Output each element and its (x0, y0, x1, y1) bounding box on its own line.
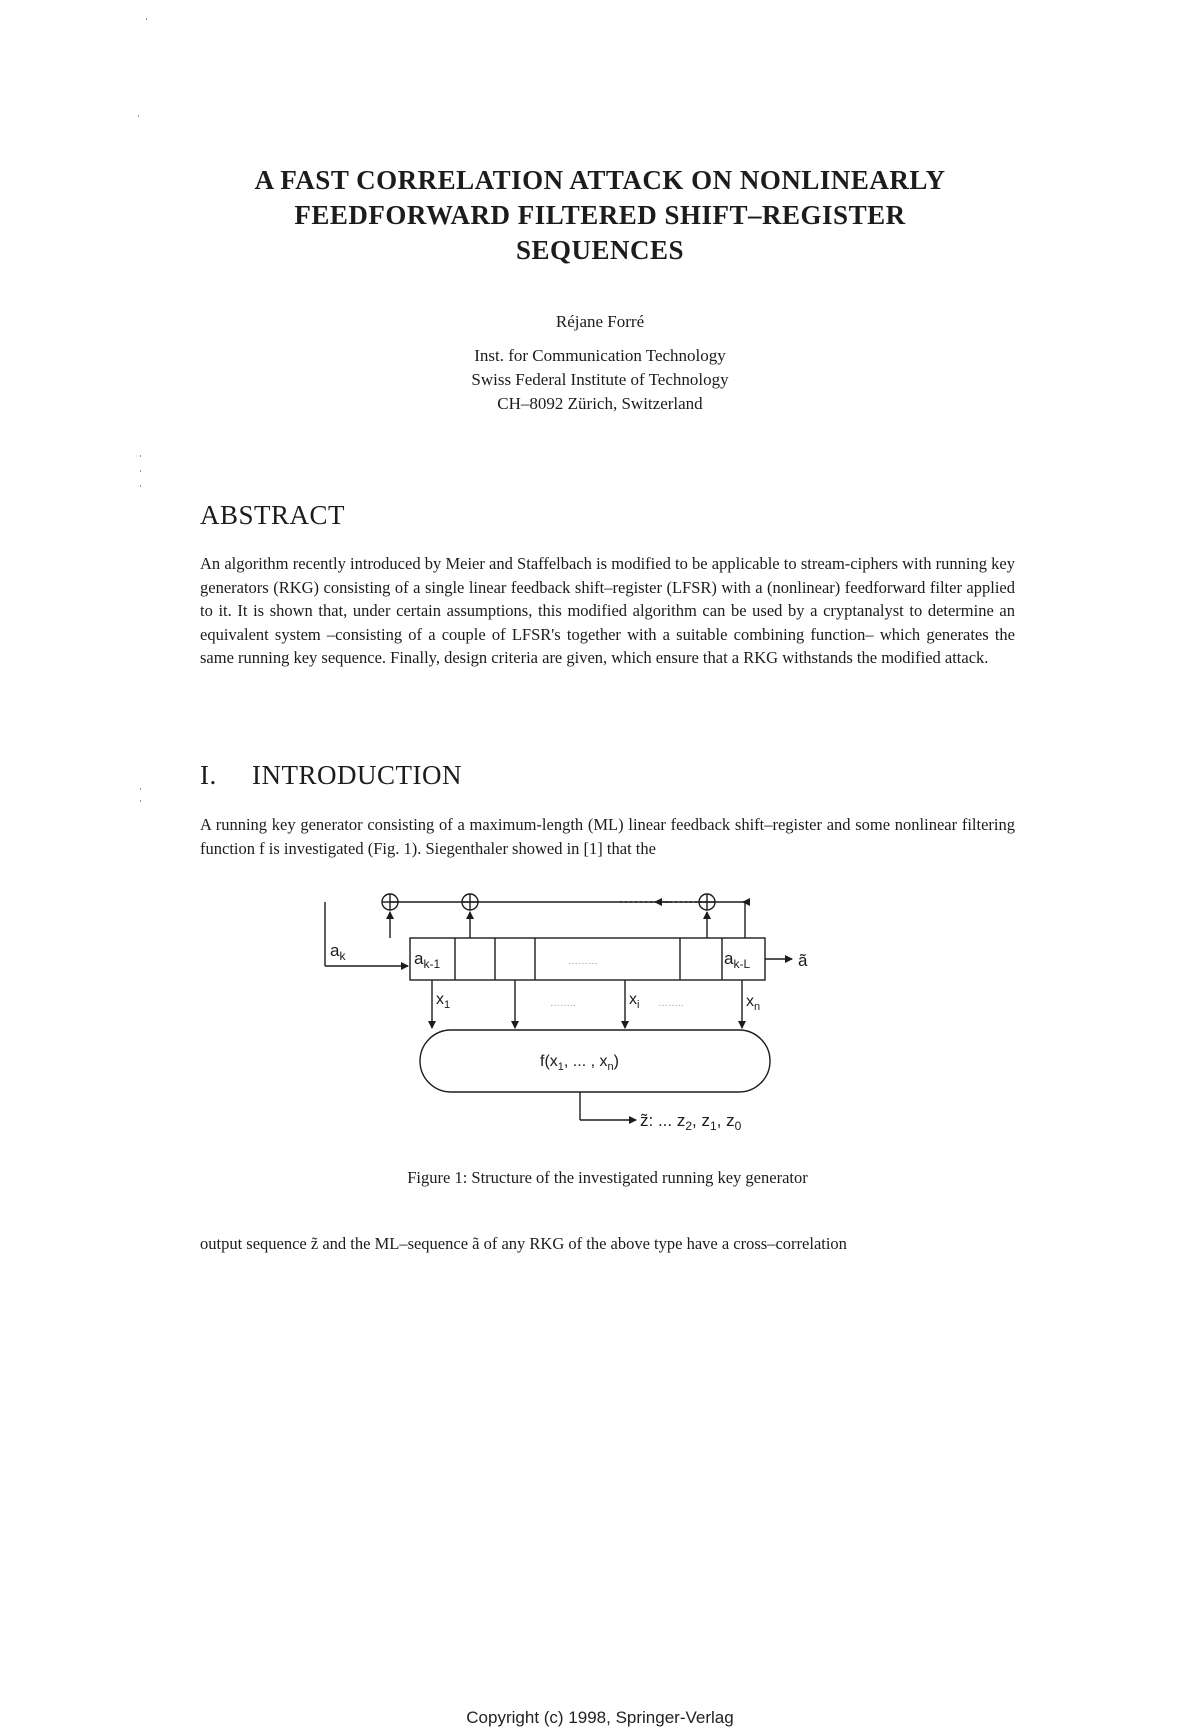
label-xn: $x_n$ (746, 993, 761, 1013)
label-ak-1: $a_{k-1}$ (414, 949, 441, 971)
abstract-text: An algorithm recently introduced by Meier and Staffelbach is modified to be applicable to stream-ciphers with running key generators (RKG) consisting of a single linear feedback shift–register (LFSR) with a (nonlinear) feedforward filter applied to it. It is shown that, under certain assumptions, this modified algorithm can be used by a cryptanalyst to determine an equivalent system –consisting of a couple of LFSR's together with a suitable combining function– which generates the same running key sequence. Finally, design criteria are given, which ensure that a RKG withstands the modified attack. (200, 554, 1015, 667)
label-tap-dots: …….. (550, 998, 576, 1009)
introduction-text: A running key generator consisting of a maximum-length (ML) linear feedback shift–register and some nonlinear filtering function f is investigated (Fig. 1). Siegenthaler showed in [1] that the (200, 815, 1015, 858)
section-number: I. (200, 760, 217, 790)
scan-speck (138, 115, 139, 117)
scan-speck (140, 800, 141, 802)
abstract-heading: ABSTRACT (200, 500, 346, 530)
figure-caption: Figure 1: Structure of the investigated running key generator (407, 1168, 808, 1187)
label-function: $f(x_1$, ... , $x_n$) (540, 1053, 619, 1073)
figure-1-diagram (330, 880, 860, 1150)
scan-speck (140, 485, 141, 487)
label-a-tilde: ã (798, 951, 808, 970)
xor-gate-2 (462, 894, 478, 938)
title-line-3: SEQUENCES (515, 235, 685, 265)
xor-gate-1 (382, 894, 398, 938)
xor-gate-3 (699, 894, 715, 938)
label-xi: $x_i$ (629, 991, 640, 1011)
affiliation-line-3: CH–8092 Zürich, Switzerland (497, 394, 703, 413)
scan-speck (140, 455, 141, 457)
label-tap-dots-2: …….. (658, 998, 684, 1009)
affiliation-line-2: Swiss Federal Institute of Technology (471, 370, 729, 389)
scan-speck (140, 788, 141, 790)
paper-title (150, 163, 1050, 268)
copyright-notice: Copyright (c) 1998, Springer-Verlag (466, 1708, 734, 1727)
title-line-1: A FAST CORRELATION ATTACK ON NONLINEARLY (254, 165, 946, 195)
section-title: INTRODUCTION (252, 760, 462, 790)
label-register-dots: ……… (568, 956, 598, 967)
affiliation-line-1: Inst. for Communication Technology (474, 346, 726, 365)
introduction-heading (200, 760, 462, 791)
scan-speck (140, 470, 141, 472)
affiliation (350, 344, 850, 416)
label-x1: $x_1$ (436, 991, 451, 1011)
scan-speck (146, 18, 147, 20)
label-ak-L: $a_{k-L}$ (724, 949, 751, 971)
label-ak: $a_k$ (330, 941, 346, 963)
continuation-text: output sequence z̃ and the ML–sequence ã of any RKG of the above type have a cross–correlation (200, 1234, 847, 1253)
author-name: Réjane Forré (555, 312, 645, 331)
title-line-2: FEEDFORWARD FILTERED SHIFT–REGISTER (294, 200, 906, 230)
label-output-z: z̃: ... $z_2$, $z_1$, $z_0$ (640, 1111, 742, 1133)
